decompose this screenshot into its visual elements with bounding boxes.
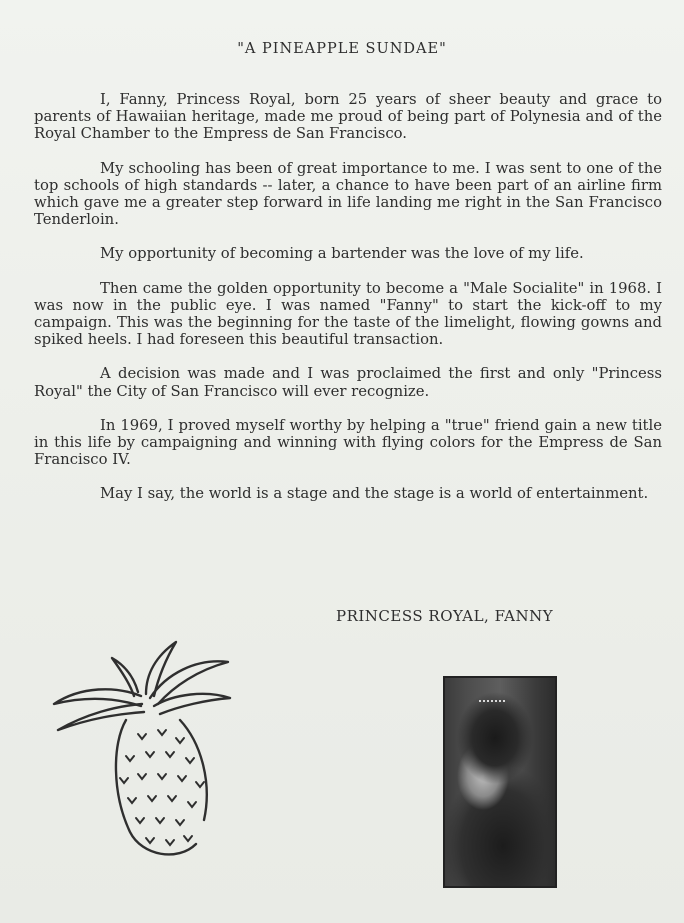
paragraph: I, Fanny, Princess Royal, born 25 years of sheer beauty and grace to parents of Hawaiian heritage, made me proud of being part of Polynesia and of the Royal Chamber to the Empress de San Francisco. [34, 91, 662, 143]
paragraph: May I say, the world is a stage and the stage is a world of entertainment. [100, 485, 649, 503]
paragraph: My schooling has been of great importance to me. I was sent to one of the top schools of high standards -- later, a chance to have been part of an airline firm which gave me a greater step forward in life landing me right in the San Francisco Tenderloin. [34, 159, 662, 229]
paragraph: A decision was made and I was proclaimed the first and only "Princess Royal" the City of San Francisco will ever recognize. [34, 365, 662, 400]
signature: PRINCESS ROYAL, FANNY [336, 607, 554, 625]
pineapple-icon [46, 634, 256, 874]
paragraph: My opportunity of becoming a bartender was the love of my life. [100, 245, 584, 263]
paragraph: Then came the golden opportunity to become a "Male Socialite" in 1968. I was now in the public eye. I was named "Fanny" to start the kick-off to my campaign. This was the beginning for the taste of the limelight, flowing gowns and spiked heels. I had foreseen this beautiful transaction. [34, 279, 662, 349]
tiara-detail [479, 700, 505, 710]
document-title: "A PINEAPPLE SUNDAE" [237, 41, 447, 57]
document-body [34, 91, 662, 520]
portrait-photo [443, 676, 557, 888]
paragraph: In 1969, I proved myself worthy by helping a "true" friend gain a new title in this life by campaigning and winning with flying colors for the Empress de San Francisco IV. [34, 416, 662, 469]
